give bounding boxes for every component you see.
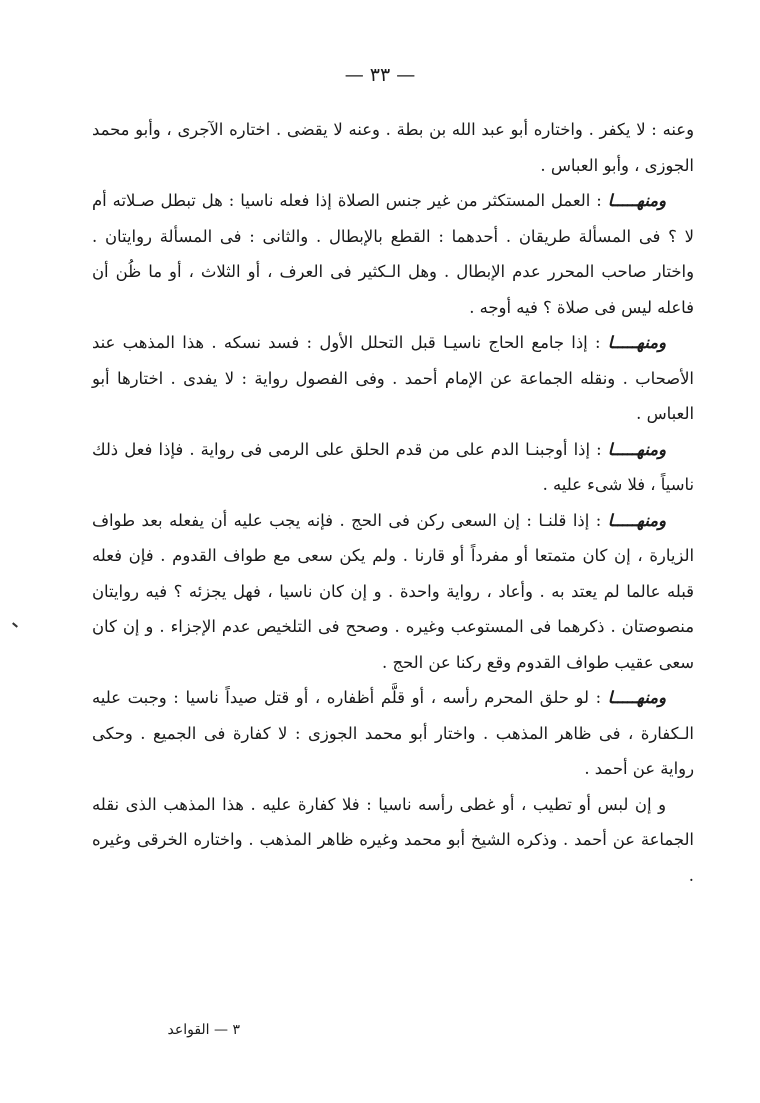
paragraph-text: : إذا قلنـا : إن السعى ركن فى الحج . فإنه يجب عليه أن يفعله بعد طواف الزيارة ، إن كان متمتعا أو مفرداً أو قارنا . ولم يكن سعى مع طواف القدوم . فإن فعله قبله عالما لم يعتد به . وأعاد ، رواية واحدة . و إن كان ناسيا ، فهل يجزئه ؟ فيه روايتان منصوصتان . ذكرهما فى المستوعب وغيره . وصحح فى التلخيص عدم الإجزاء . و إن كان سعى عقيب طواف القدوم وقع ركنا عن الحج . — [92, 510, 694, 672]
paragraph-3 — [92, 325, 694, 432]
paragraph-7 — [92, 787, 694, 894]
page-number: — ٣٣ — — [344, 64, 416, 86]
paragraph-text: و إن لبس أو تطيب ، أو غطى رأسه ناسيا : فلا كفارة عليه . هذا المذهب الذى نقله الجماعة عن أحمد . وذكره الشيخ أبو محمد وغيره ظاهر المذهب . واختاره الخرقى وغيره . — [92, 794, 694, 885]
paragraph-5 — [92, 503, 694, 681]
paragraph-6 — [92, 680, 694, 787]
page-footer: ٣ — القواعد — [167, 1022, 240, 1038]
paragraph-lead: ومنهـــــا — [607, 191, 666, 210]
paragraph-2 — [92, 183, 694, 325]
paragraph-text: وعنه : لا يكفر . واختاره أبو عبد الله بن بطة . وعنه لا يقضى . اختاره الآجرى ، وأبو محمد الجوزى ، وأبو العباس . — [92, 120, 694, 175]
stray-ink-mark — [12, 622, 18, 627]
paragraph-lead: ومنهـــــا — [607, 510, 666, 530]
paragraph-lead: ومنهـــــا — [607, 439, 666, 459]
paragraph-1 — [92, 112, 694, 183]
paragraph-text: : إذا جامع الحاج ناسيـا قبل التحلل الأول : فسد نسكه . هذا المذهب عند الأصحاب . ونقله الجماعة عن الإمام أحمد . وفى الفصول رواية : لا يفدى . اختارها أبو العباس . — [92, 333, 694, 423]
paragraph-lead: ومنهـــــا — [607, 688, 666, 707]
paragraph-text: : إذا أوجبنـا الدم على من قدم الحلق على الرمى فى رواية . فإذا فعل ذلك ناسياً ، فلا شىء عليه . — [92, 439, 694, 494]
paragraph-text: : لو حلق المحرم رأسه ، أو قلَّم أظفاره ، أو قتل صيداً ناسيا : وجبت عليه الـكفارة ، فى ظاهر المذهب . واختار أبو محمد الجوزى : لا كفارة فى الجميع . وحكى رواية عن أحمد . — [92, 688, 694, 778]
paragraph-text: : العمل المستكثر من غير جنس الصلاة إذا فعله ناسيا : هل تبطل صـلاته أم لا ؟ فى المسألة طريقان . أحدهما : القطع بالإبطال . والثانى : فى المسألة روايتان . واختار صاحب المحرر عدم الإبطال . وهل الـكثير فى العرف ، أو الثلاث ، أو ما ظُن أن فاعله ليس فى صلاة ؟ فيه أوجه . — [92, 191, 694, 317]
paragraph-lead: ومنهـــــا — [607, 333, 666, 352]
paragraph-4 — [92, 432, 694, 503]
body-text — [92, 112, 694, 893]
